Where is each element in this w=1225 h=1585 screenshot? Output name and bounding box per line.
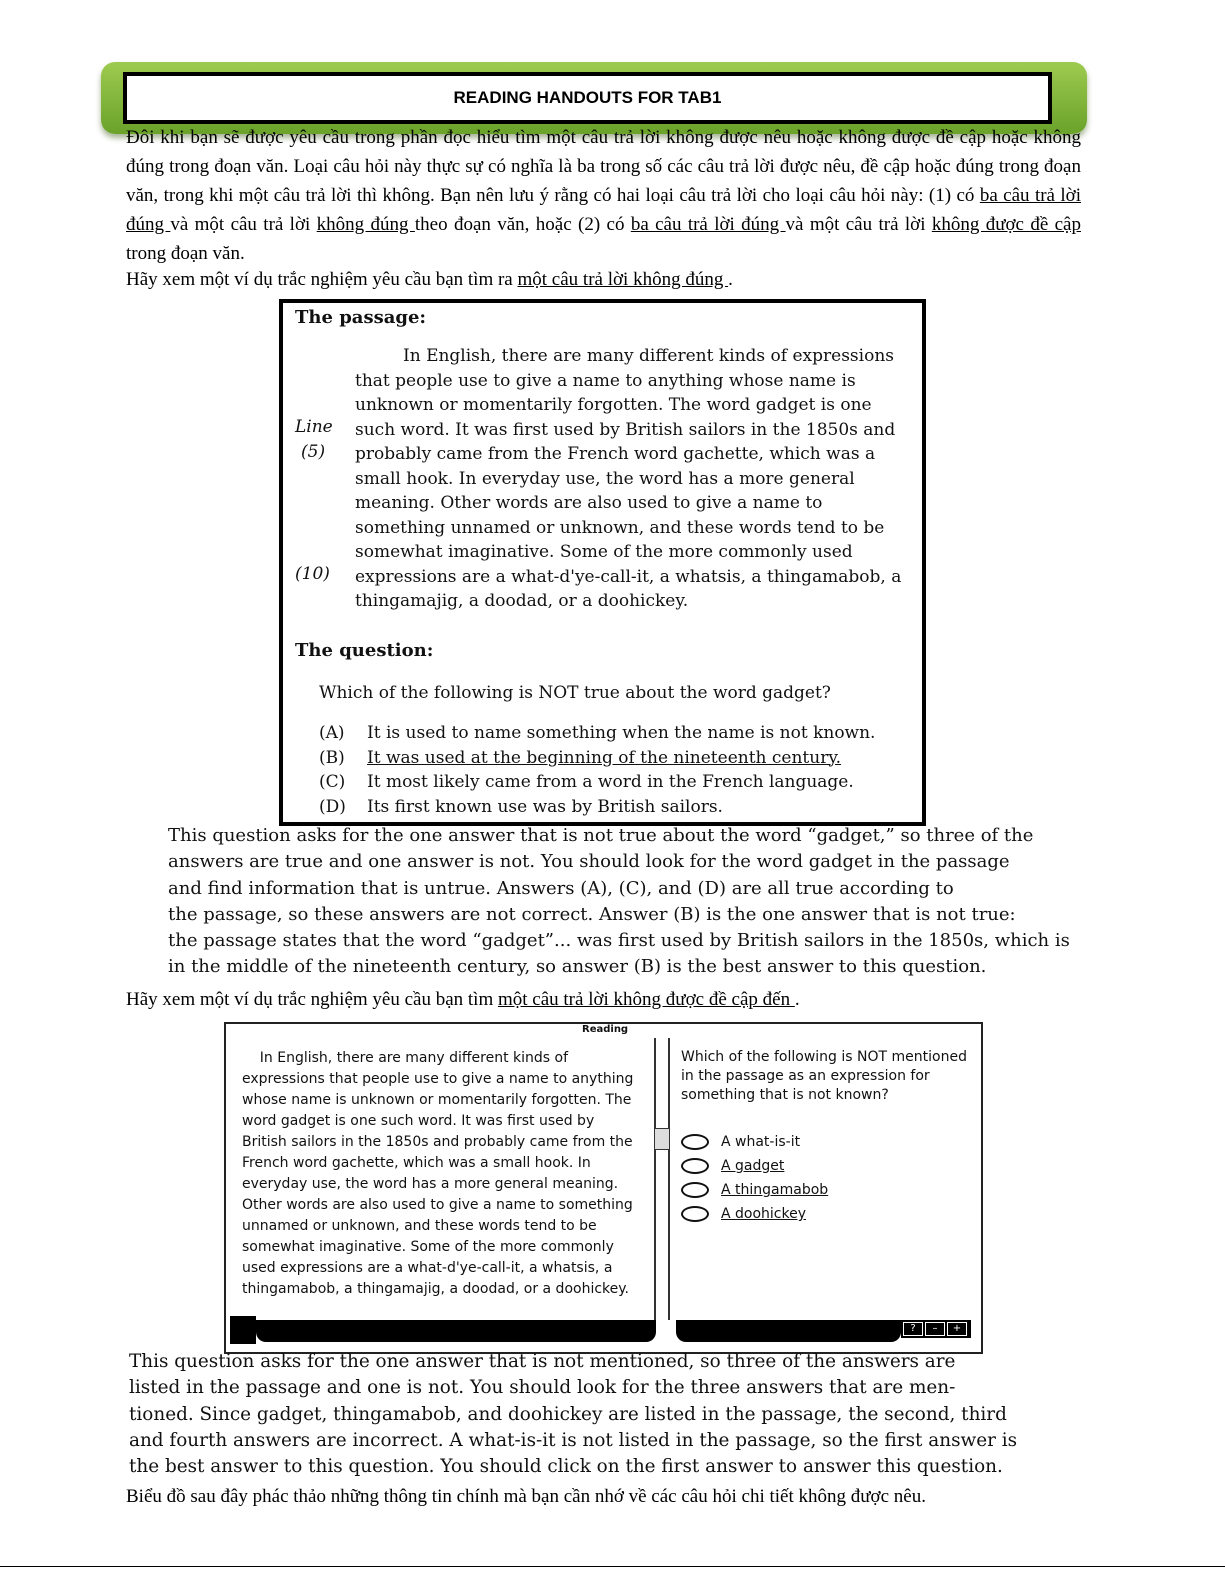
option-d: (D) Its first known use was by British sailors. — [319, 796, 723, 817]
page-title: READING HANDOUTS FOR TAB1 — [123, 72, 1052, 124]
passage-heading: The passage: — [295, 307, 427, 328]
option-b: (B) It was used at the beginning of the nineteenth century. — [319, 747, 842, 768]
toolbar-corner — [230, 1316, 256, 1344]
screen-figure-not-mentioned — [224, 1022, 983, 1354]
scrollbar-thumb[interactable] — [654, 1128, 670, 1150]
intro-line-2: Hãy xem một ví dụ trắc nghiệm yêu cầu bạn tìm ra một câu trả lời không đúng . — [126, 269, 733, 290]
underlined-phrase: ba câu trả lời đúng — [630, 214, 786, 235]
choice-4[interactable]: A doohickey — [681, 1206, 806, 1222]
question-text: Which of the following is NOT true about the word gadget? — [319, 683, 831, 703]
choice-3[interactable]: A thingamabob — [681, 1182, 828, 1198]
reading-tag: Reading — [582, 1024, 629, 1035]
choice-1[interactable]: A what-is-it — [681, 1134, 800, 1150]
passage-text: In English, there are many different kinds of expressions that people use to give a name to anything whose name is unknown or momentarily forgotten. The word gadget is one such word. It was first used by British sailors in the 1850s and probably came from the French word gachette, which was a small hook. In everyday use, the word has a more general meaning. Other words are also used to give a name to something unnamed or unknown, and these words tend to be somewhat imaginative. Some of the more commonly used expressions are a what-d'ye-call-it, a whatsis, a thingamabob, a thingamajig, a doodad, or a doohickey. — [355, 346, 902, 611]
answer-options — [319, 721, 875, 819]
nav-controls — [901, 1320, 971, 1338]
radio-icon[interactable] — [681, 1158, 709, 1174]
toolbar-right — [676, 1320, 901, 1342]
radio-icon[interactable] — [681, 1134, 709, 1150]
option-a: (A) It is used to name something when the name is not known. — [319, 723, 876, 743]
intro-paragraph: Đôi khi bạn sẽ được yêu cầu trong phần đọc hiểu tìm một câu trả lời không được nêu hoặc không được đề cập hoặc không đúng trong đoạn văn. Loại câu hỏi này thực sự có nghĩa là ba trong số các câu trả lời được nêu, đề cập hoặc đúng trong đoạn văn, trong khi một câu trả lời thì không. Bạn nên lưu ý rằng có hai loại câu trả lời cho loại câu hỏi này: (1) có ba câu trả lời đúng và một câu trả lời không đúng theo đoạn văn, hoặc (2) có ba câu trả lời đúng và một câu trả lời không được đề cập trong đoạn văn. — [126, 127, 1081, 264]
scrollbar[interactable] — [654, 1038, 670, 1320]
question-heading: The question: — [295, 640, 434, 661]
radio-icon[interactable] — [681, 1206, 709, 1222]
back-button-icon[interactable]: – — [925, 1322, 945, 1336]
help-button-icon[interactable]: ? — [903, 1322, 923, 1336]
toolbar-left — [256, 1320, 656, 1342]
question-text: Which of the following is NOT mentioned in the passage as an expression for something that is not known? — [681, 1049, 967, 1103]
intro-line-3: Hãy xem một ví dụ trắc nghiệm yêu cầu bạn tìm một câu trả lời không được đề cập đến . — [126, 989, 800, 1010]
passage-figure-not-true — [279, 299, 926, 826]
explanation-not-true: This question asks for the one answer that is not true about the word “gadget,” so three of the answers are true and one answer is not. You should look for the word gadget in the passage and find information that is untrue. Answers (A), (C), and (D) are all true according to the passage, so these answers are not correct. Answer (B) is the one answer that is not true: the passage states that the word “gadget”... was first used by British sailors in the 1850s, which is in the middle of the nineteenth century, so answer (B) is the best answer to this question. — [168, 825, 1070, 978]
passage-text: In English, there are many different kinds of expressions that people use to give a name to anything whose name is unknown or momentarily forgotten. The word gadget is one such word. It was first used by British sailors in the 1850s and probably came from the French word gachette, which was a small hook. In everyday use, the word has a more general meaning. Other words are also used to give a name to something unnamed or unknown, and these words tend to be somewhat imaginative. Some of the more commonly used expressions are a what-d'ye-call-it, a whatsis, a thingamabob, a thingamajig, a doodad, or a doohickey. — [242, 1050, 634, 1297]
line-label: Line — [295, 417, 333, 437]
explanation-not-mentioned: This question asks for the one answer that is not mentioned, so three of the answers are listed in the passage and one is not. You should look for the three answers that are men- tioned. Since gadget, thingamabob, and doohickey are listed in the passage, the second, third and fourth answers are incorrect. A what-is-it is not listed in the passage, so the first answer is the best answer to this question. You should click on the first answer to answer this question. — [129, 1351, 1018, 1478]
line-number-5: (5) — [301, 442, 326, 462]
radio-icon[interactable] — [681, 1182, 709, 1198]
underlined-phrase: không đúng — [316, 214, 415, 235]
option-c: (C) It most likely came from a word in the French language. — [319, 772, 854, 792]
underlined-phrase: ba câu trả lời đúng — [126, 185, 1081, 235]
next-button-icon[interactable]: + — [947, 1322, 967, 1336]
choice-2[interactable]: A gadget — [681, 1158, 784, 1174]
line-number-10: (10) — [295, 564, 330, 584]
underlined-phrase: không được đề cập — [931, 214, 1081, 235]
closing-line: Biểu đồ sau đây phác thảo những thông tin chính mà bạn cần nhớ về các câu hỏi chi tiết không được nêu. — [126, 1486, 926, 1507]
page-bottom-rule — [0, 1566, 1225, 1567]
